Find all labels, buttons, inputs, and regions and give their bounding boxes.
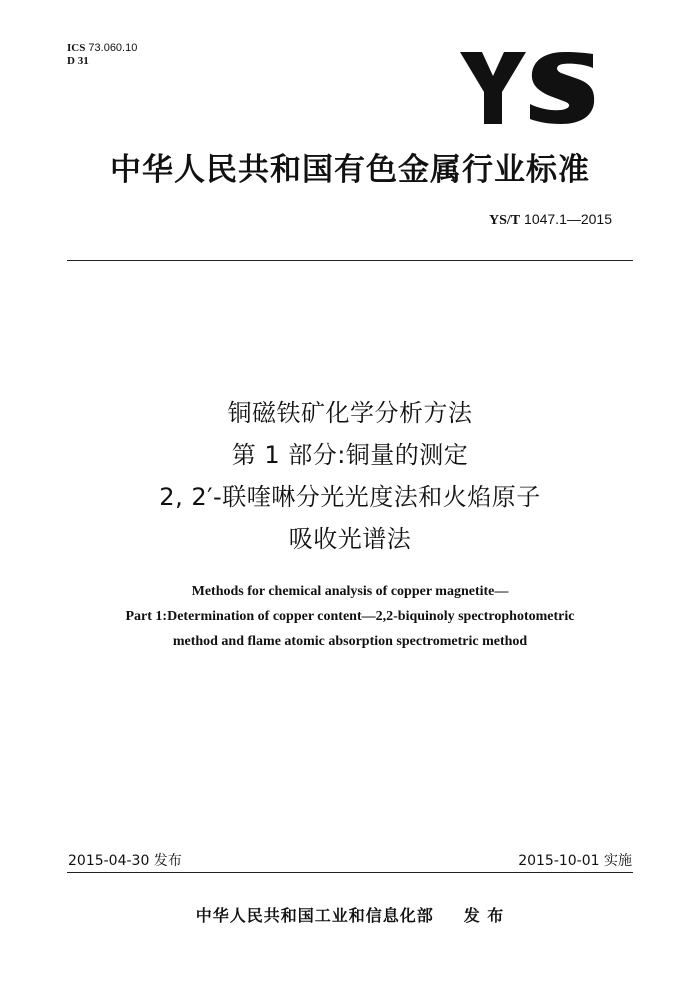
standard-code [489,211,612,229]
english-title-line-2: Part 1:Determination of copper content—2,2-biquinoly spectrophotometric [125,609,575,624]
chinese-title-line-3: 2, 2′-联喹啉分光光度法和火焰原子 [159,483,541,511]
publisher-action: 发 布 [463,906,505,925]
ics-line [67,42,137,55]
english-title [0,579,700,654]
classification-codes [67,42,137,68]
chinese-title [0,392,700,560]
chinese-title-line-4: 吸收光谱法 [288,525,412,553]
issue-date: 2015-04-30 发布 [68,853,182,869]
standard-code-number: 1047.1—2015 [524,211,612,227]
implementation-date: 2015-10-01 实施 [518,853,632,869]
chinese-title-line-2: 第 1 部分:铜量的测定 [231,441,469,469]
chinese-title-line-1: 铜磁铁矿化学分析方法 [227,399,473,427]
english-title-line-1: Methods for chemical analysis of copper magnetite— [191,584,509,599]
ics-code: 73.060.10 [88,42,138,54]
ics-label: ICS [67,42,86,54]
header-divider [67,260,633,261]
standard-name: 中华人民共和国有色金属行业标准 [110,152,590,188]
standard-code-prefix: YS/T [489,213,521,228]
ccs-code: D 31 [67,55,89,67]
footer-divider [67,872,633,873]
ys-logo [460,52,595,124]
publisher-name: 中华人民共和国工业和信息化部 [195,906,434,925]
publisher [0,903,700,926]
english-title-line-3: method and flame atomic absorption spectrometric method [172,634,528,649]
